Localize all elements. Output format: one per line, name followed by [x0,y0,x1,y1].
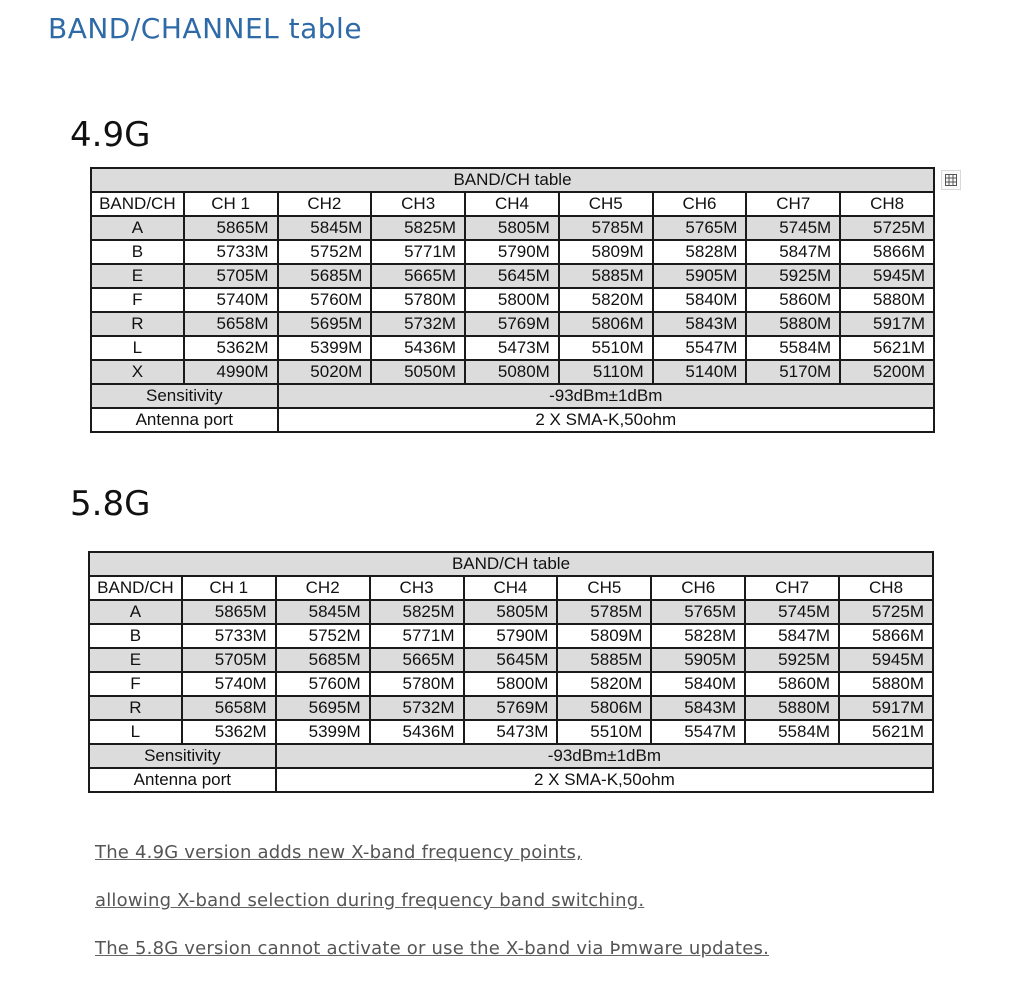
sensitivity-row [89,744,933,768]
frequency-cell: 5740M [182,672,276,696]
frequency-cell: 5847M [745,624,839,648]
frequency-cell: 5847M [746,240,840,264]
frequency-cell: 5705M [182,648,276,672]
frequency-cell: 5665M [370,648,464,672]
table-row [91,288,934,312]
column-header: CH3 [371,192,465,216]
frequency-cell: 5866M [840,240,934,264]
column-header: CH 1 [184,192,278,216]
column-header: CH 1 [182,576,276,600]
frequency-cell: 5845M [278,216,372,240]
frequency-cell: 5584M [746,336,840,360]
band-cell: E [89,648,182,672]
frequency-cell: 5860M [745,672,839,696]
note-line-3: The 5.8G version cannot activate or use the X-band via Þmware updates. [95,938,770,959]
column-header: CH5 [559,192,653,216]
frequency-cell: 5110M [559,360,653,384]
frequency-cell: 5584M [745,720,839,744]
frequency-cell: 5820M [557,672,651,696]
frequency-cell: 5840M [653,288,747,312]
frequency-cell: 5828M [651,624,745,648]
frequency-cell: 5665M [371,264,465,288]
frequency-cell: 5695M [278,312,372,336]
column-header: CH2 [278,192,372,216]
table-row [89,696,933,720]
table-row [91,240,934,264]
frequency-cell: 5917M [839,696,933,720]
frequency-cell: 5917M [840,312,934,336]
band-cell: F [91,288,184,312]
column-header: CH3 [370,576,464,600]
band-cell: B [89,624,182,648]
column-header: CH8 [839,576,933,600]
frequency-cell: 5362M [184,336,278,360]
sensitivity-value: -93dBm±1dBm [276,744,933,768]
table-header-row [91,192,934,216]
antenna-port-row [91,408,934,432]
frequency-cell: 5885M [559,264,653,288]
frequency-cell: 5547M [651,720,745,744]
page-title: BAND/CHANNEL table [48,12,363,45]
table-title-row [89,552,933,576]
frequency-cell: 5880M [839,672,933,696]
frequency-cell: 5752M [276,624,370,648]
note-line-2: allowing X-band selection during frequency band switching. [95,890,645,911]
column-header: BAND/CH [91,192,184,216]
frequency-cell: 5828M [653,240,747,264]
frequency-cell: 5685M [278,264,372,288]
table-title: BAND/CH table [91,168,934,192]
frequency-cell: 5945M [840,264,934,288]
frequency-cell: 5436M [371,336,465,360]
frequency-cell: 5880M [745,696,839,720]
column-header: CH6 [653,192,747,216]
band-cell: R [89,696,182,720]
sensitivity-row [91,384,934,408]
frequency-cell: 5806M [557,696,651,720]
note-line-1: The 4.9G version adds new X-band frequency points, [95,842,582,863]
column-header: CH2 [276,576,370,600]
frequency-cell: 5725M [840,216,934,240]
antenna-port-label: Antenna port [91,408,278,432]
frequency-cell: 5825M [370,600,464,624]
frequency-cell: 5140M [653,360,747,384]
band-cell: F [89,672,182,696]
frequency-cell: 5925M [746,264,840,288]
frequency-cell: 5809M [557,624,651,648]
section-heading-4-9g: 4.9G [70,115,151,155]
column-header: CH8 [840,192,934,216]
frequency-cell: 5845M [276,600,370,624]
band-cell: B [91,240,184,264]
frequency-cell: 5880M [746,312,840,336]
frequency-cell: 5645M [464,648,558,672]
band-cell: R [91,312,184,336]
column-header: CH6 [651,576,745,600]
frequency-cell: 5547M [653,336,747,360]
sensitivity-label: Sensitivity [89,744,276,768]
band-channel-table-4-9g [90,167,935,433]
column-header: CH7 [745,576,839,600]
frequency-cell: 5905M [653,264,747,288]
frequency-cell: 5705M [184,264,278,288]
frequency-cell: 5732M [370,696,464,720]
frequency-cell: 5785M [559,216,653,240]
frequency-cell: 5800M [464,672,558,696]
column-header: CH7 [746,192,840,216]
frequency-cell: 5785M [557,600,651,624]
frequency-cell: 5745M [745,600,839,624]
frequency-cell: 5790M [465,240,559,264]
column-header: BAND/CH [89,576,182,600]
frequency-cell: 5732M [371,312,465,336]
frequency-cell: 5843M [651,696,745,720]
table-title-row [91,168,934,192]
frequency-cell: 5865M [182,600,276,624]
frequency-cell: 5685M [276,648,370,672]
frequency-cell: 5436M [370,720,464,744]
frequency-cell: 5733M [182,624,276,648]
antenna-port-value: 2 X SMA-K,50ohm [276,768,933,792]
frequency-cell: 5658M [184,312,278,336]
frequency-cell: 5399M [276,720,370,744]
frequency-cell: 5805M [464,600,558,624]
frequency-cell: 5840M [651,672,745,696]
antenna-port-row [89,768,933,792]
frequency-cell: 5860M [746,288,840,312]
frequency-cell: 5695M [276,696,370,720]
table-grid-icon[interactable] [941,170,961,190]
frequency-cell: 5510M [559,336,653,360]
frequency-cell: 5725M [839,600,933,624]
frequency-cell: 5733M [184,240,278,264]
frequency-cell: 5905M [651,648,745,672]
table-row [91,312,934,336]
frequency-cell: 5820M [559,288,653,312]
antenna-port-value: 2 X SMA-K,50ohm [278,408,935,432]
table-row [89,624,933,648]
band-cell: X [91,360,184,384]
frequency-cell: 5800M [465,288,559,312]
frequency-cell: 5760M [278,288,372,312]
antenna-port-label: Antenna port [89,768,276,792]
frequency-cell: 5843M [653,312,747,336]
frequency-cell: 5658M [182,696,276,720]
frequency-cell: 5925M [745,648,839,672]
table-row [91,216,934,240]
band-cell: E [91,264,184,288]
frequency-cell: 5645M [465,264,559,288]
frequency-cell: 5080M [465,360,559,384]
table-title: BAND/CH table [89,552,933,576]
frequency-cell: 5621M [839,720,933,744]
frequency-cell: 5771M [370,624,464,648]
frequency-cell: 5769M [464,696,558,720]
frequency-cell: 5752M [278,240,372,264]
sensitivity-label: Sensitivity [91,384,278,408]
table-row [91,336,934,360]
table-row [91,264,934,288]
frequency-cell: 5780M [371,288,465,312]
frequency-cell: 5880M [840,288,934,312]
frequency-cell: 5765M [651,600,745,624]
frequency-cell: 5473M [464,720,558,744]
frequency-cell: 5809M [559,240,653,264]
table-header-row [89,576,933,600]
frequency-cell: 5805M [465,216,559,240]
column-header: CH4 [464,576,558,600]
frequency-cell: 5399M [278,336,372,360]
band-cell: A [89,600,182,624]
frequency-cell: 5050M [371,360,465,384]
frequency-cell: 5885M [557,648,651,672]
frequency-cell: 5020M [278,360,372,384]
frequency-cell: 5769M [465,312,559,336]
sensitivity-value: -93dBm±1dBm [278,384,935,408]
band-channel-table-5-8g [88,551,934,793]
frequency-cell: 5765M [653,216,747,240]
table-row [91,360,934,384]
frequency-cell: 5945M [839,648,933,672]
frequency-cell: 5200M [840,360,934,384]
section-heading-5-8g: 5.8G [70,484,151,524]
frequency-cell: 5740M [184,288,278,312]
frequency-cell: 5170M [746,360,840,384]
frequency-cell: 5866M [839,624,933,648]
frequency-cell: 4990M [184,360,278,384]
frequency-cell: 5865M [184,216,278,240]
column-header: CH4 [465,192,559,216]
column-header: CH5 [557,576,651,600]
frequency-cell: 5760M [276,672,370,696]
band-cell: L [89,720,182,744]
band-cell: A [91,216,184,240]
table-row [89,600,933,624]
frequency-cell: 5510M [557,720,651,744]
frequency-cell: 5825M [371,216,465,240]
frequency-cell: 5621M [840,336,934,360]
frequency-cell: 5806M [559,312,653,336]
frequency-cell: 5745M [746,216,840,240]
frequency-cell: 5473M [465,336,559,360]
band-cell: L [91,336,184,360]
frequency-cell: 5771M [371,240,465,264]
table-row [89,720,933,744]
frequency-cell: 5362M [182,720,276,744]
frequency-cell: 5790M [464,624,558,648]
frequency-cell: 5780M [370,672,464,696]
table-row [89,672,933,696]
table-row [89,648,933,672]
